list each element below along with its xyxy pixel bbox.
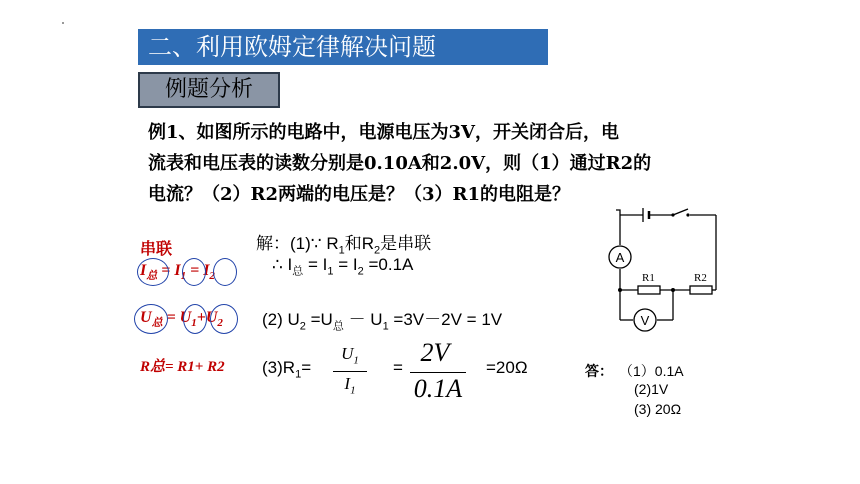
current-rule: $I_总 = I_1 = I_2$ (140, 262, 215, 283)
voltage-rule: $U_总 = U_1+U_2$ (140, 309, 223, 330)
equals-sign: = (393, 358, 403, 377)
voltmeter-label: V (640, 313, 650, 328)
fraction-denominator: $I_1$ (344, 374, 356, 397)
solution-step-3-lhs: $(3)R_1=$ (262, 358, 312, 381)
problem-line-2: 流表和电压表的读数分别是0.10A和2.0V，则（1）通过R2的 (148, 153, 652, 174)
solution-step-1a: 解：(1)∵ $R_1$和$R_2$是串联 (256, 234, 432, 257)
fraction-line-2 (410, 372, 466, 373)
problem-text (148, 117, 718, 210)
series-label: 串联 (140, 241, 173, 258)
highlight-circle (183, 304, 207, 334)
fraction-numerator-2: 2V (420, 338, 450, 367)
highlight-circle (137, 258, 169, 286)
highlight-circle (182, 258, 206, 286)
resistance-rule: R总= R1+ R2 (140, 359, 225, 375)
answer-label: 答： (585, 363, 613, 379)
fraction-numerator: $U_1$ (341, 344, 359, 367)
solution-step-1b: ∴ $I_总 = I_1 = I_2 =0.1A$ (272, 255, 414, 278)
r2-label: R2 (694, 272, 707, 284)
problem-line-1: 例1、如图所示的电路中，电源电压为3V，开关闭合后，电 (148, 122, 620, 143)
highlight-circle (213, 258, 237, 286)
circuit-diagram (598, 205, 728, 345)
problem-line-3: 电流？（2）R2两端的电压是？（3）R1的电阻是？ (148, 184, 571, 205)
fraction-line (333, 371, 367, 372)
ammeter-label: A (615, 250, 625, 265)
solution-step-2: (2) $U_2 =U_总 - U_1 =3V-2V = 1V$ (262, 310, 503, 333)
highlight-circle (134, 304, 168, 334)
answer-2: (2)1V (634, 381, 669, 397)
section-tag: 例题分析 (138, 72, 280, 108)
dot-mark (62, 22, 64, 24)
highlight-circle (210, 304, 238, 334)
r1-label: R1 (642, 272, 655, 284)
result-value: =20Ω (486, 358, 528, 377)
fraction-denominator-2: 0.1A (413, 374, 463, 403)
page-title: 二、利用欧姆定律解决问题 (138, 29, 548, 65)
answer-1: （1）0.1A (619, 363, 684, 379)
answer-3: (3) 20Ω (634, 401, 682, 417)
